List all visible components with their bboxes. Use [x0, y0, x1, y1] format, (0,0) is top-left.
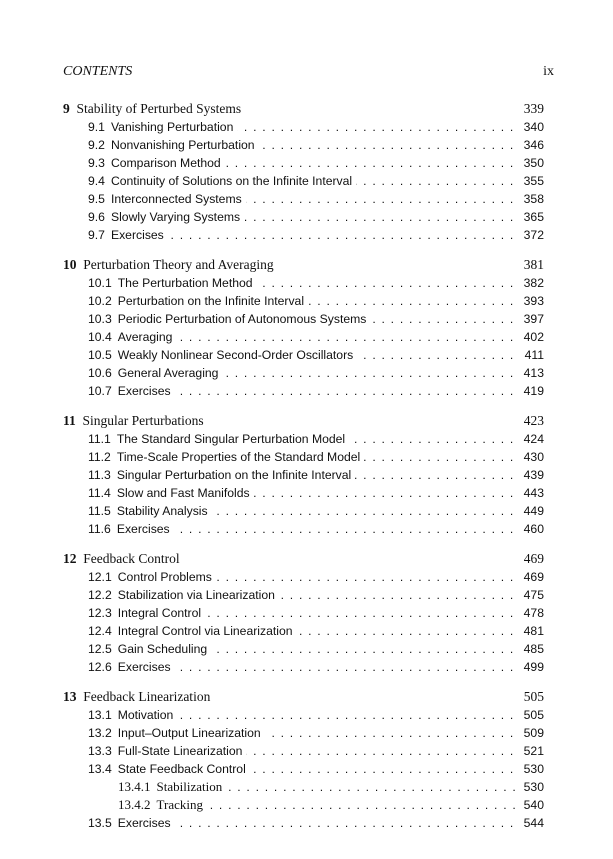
section-page-number: 397	[519, 310, 544, 328]
dot-leader	[88, 136, 544, 154]
section-page-number: 449	[519, 502, 544, 520]
section-page-number: 460	[519, 520, 544, 538]
running-header-page-number: ix	[543, 64, 554, 79]
chapter-entry[interactable]	[63, 412, 544, 430]
chapter-page-number: 381	[523, 257, 544, 272]
dot-leader	[88, 190, 544, 208]
entry-text	[88, 816, 175, 830]
dot-leader	[88, 226, 544, 244]
section-page-number: 402	[519, 328, 544, 346]
chapter-block	[0, 550, 613, 676]
chapter-number: 11	[63, 413, 76, 428]
section-entry[interactable]	[88, 622, 544, 640]
chapter-page-number: 423	[523, 413, 544, 428]
section-number: 9.2	[88, 138, 105, 152]
dot-leader	[88, 118, 544, 136]
section-title: Vanishing Perturbation	[110, 120, 234, 134]
entry-text	[88, 348, 357, 362]
section-page-number: 372	[519, 226, 544, 244]
entry-text	[88, 330, 176, 344]
entry-text	[118, 779, 226, 794]
section-number: 11.3	[88, 468, 111, 482]
section-title: Periodic Perturbation of Autonomous Systems	[117, 312, 367, 326]
section-number: 12.3	[88, 606, 112, 620]
section-number: 11.5	[88, 504, 111, 518]
section-entry[interactable]	[88, 706, 544, 724]
section-page-number: 505	[519, 706, 544, 724]
chapter-entry[interactable]	[63, 550, 544, 568]
section-number: 10.7	[88, 384, 112, 398]
section-entry[interactable]	[88, 136, 544, 154]
section-number: 11.6	[88, 522, 111, 536]
running-header	[63, 63, 554, 81]
entry-text	[88, 384, 175, 398]
chapter-entry[interactable]	[63, 256, 544, 274]
section-title: Input–Output Linearization	[117, 726, 261, 740]
section-number: 10.1	[88, 276, 112, 290]
table-of-contents	[0, 100, 613, 844]
dot-leader	[88, 364, 544, 382]
subsection-title: Tracking	[156, 797, 203, 812]
chapter-page-number: 339	[523, 101, 544, 116]
entry-text	[88, 228, 168, 242]
section-number: 9.3	[88, 156, 105, 170]
dot-leader	[88, 724, 544, 742]
dot-leader	[88, 658, 544, 676]
dot-leader	[88, 346, 544, 364]
section-page-number: 419	[519, 382, 544, 400]
dot-leader	[88, 382, 544, 400]
section-entry[interactable]	[88, 364, 544, 382]
section-title: Integral Control	[117, 606, 202, 620]
entry-text	[88, 522, 174, 536]
dot-leader	[88, 622, 544, 640]
section-title: Control Problems	[117, 570, 212, 584]
dot-leader	[118, 778, 544, 796]
section-entry[interactable]	[88, 658, 544, 676]
subsection-title: Stabilization	[156, 779, 223, 794]
section-number: 11.2	[88, 450, 111, 464]
section-title: Averaging	[117, 330, 173, 344]
entry-text	[88, 468, 355, 482]
entry-text	[88, 294, 308, 308]
section-entry[interactable]	[88, 502, 544, 520]
subsection-entry[interactable]	[118, 778, 544, 796]
section-number: 12.6	[88, 660, 112, 674]
chapter-title: Feedback Linearization	[83, 689, 211, 704]
section-title: Continuity of Solutions on the Infinite Interval	[110, 174, 353, 188]
chapter-number: 9	[63, 101, 70, 116]
entry-text	[88, 210, 244, 224]
dot-leader	[88, 310, 544, 328]
section-page-number: 475	[519, 586, 544, 604]
entry-text	[88, 624, 297, 638]
subsection-number: 13.4.2	[118, 797, 151, 812]
entry-text	[88, 174, 356, 188]
section-title: Exercises	[117, 660, 171, 674]
section-page-number: 521	[519, 742, 544, 760]
dot-leader	[88, 274, 544, 292]
subsection-page-number: 530	[519, 778, 544, 796]
dot-leader	[88, 568, 544, 586]
dot-leader	[88, 154, 544, 172]
entry-text	[88, 642, 211, 656]
section-title: Gain Scheduling	[117, 642, 208, 656]
section-entry[interactable]	[88, 760, 544, 778]
dot-leader	[88, 742, 544, 760]
section-title: Exercises	[110, 228, 164, 242]
dot-leader	[88, 484, 544, 502]
chapter-number: 10	[63, 257, 77, 272]
section-title: Exercises	[117, 816, 171, 830]
chapter-page-number: 469	[523, 551, 544, 566]
section-page-number: 346	[519, 136, 544, 154]
section-page-number: 509	[519, 724, 544, 742]
entry-text	[88, 744, 246, 758]
section-number: 9.1	[88, 120, 105, 134]
section-title: General Averaging	[117, 366, 219, 380]
section-title: State Feedback Control	[117, 762, 246, 776]
entry-text	[118, 797, 207, 812]
dot-leader	[88, 760, 544, 778]
entry-text	[88, 570, 216, 584]
section-title: Singular Perturbation on the Infinite Interval	[116, 468, 352, 482]
section-title: Comparison Method	[110, 156, 221, 170]
section-page-number: 424	[519, 430, 544, 448]
dot-leader	[88, 292, 544, 310]
entry-text	[88, 192, 246, 206]
section-title: Slowly Varying Systems	[110, 210, 241, 224]
section-title: Motivation	[117, 708, 174, 722]
section-title: Interconnected Systems	[110, 192, 242, 206]
entry-text	[88, 606, 205, 620]
subsection-entry[interactable]	[118, 796, 544, 814]
entry-text	[88, 762, 250, 776]
dot-leader	[88, 814, 544, 832]
section-entry[interactable]	[88, 172, 544, 190]
section-page-number: 443	[519, 484, 544, 502]
section-title: Exercises	[117, 384, 171, 398]
section-page-number: 544	[519, 814, 544, 832]
entry-text	[88, 138, 259, 152]
section-entry[interactable]	[88, 154, 544, 172]
section-title: Perturbation on the Infinite Interval	[117, 294, 305, 308]
dot-leader	[88, 208, 544, 226]
section-page-number: 478	[519, 604, 544, 622]
section-page-number: 481	[519, 622, 544, 640]
section-title: Stabilization via Linearization	[117, 588, 275, 602]
section-entry[interactable]	[88, 604, 544, 622]
chapter-number: 12	[63, 551, 77, 566]
section-title: Exercises	[116, 522, 170, 536]
section-number: 12.1	[88, 570, 112, 584]
section-entry[interactable]	[88, 586, 544, 604]
section-page-number: 439	[519, 466, 544, 484]
chapter-entry[interactable]	[63, 688, 544, 706]
section-page-number: 393	[519, 292, 544, 310]
section-entry[interactable]	[88, 484, 544, 502]
section-entry[interactable]	[88, 448, 544, 466]
entry-text	[88, 588, 279, 602]
section-page-number: 430	[519, 448, 544, 466]
section-number: 10.4	[88, 330, 112, 344]
section-number: 13.3	[88, 744, 112, 758]
entry-text	[88, 432, 349, 446]
dot-leader	[88, 448, 544, 466]
chapter-title: Perturbation Theory and Averaging	[83, 257, 274, 272]
section-number: 9.5	[88, 192, 105, 206]
entry-text	[88, 312, 370, 326]
section-title: Nonvanishing Perturbation	[110, 138, 255, 152]
section-entry[interactable]	[88, 466, 544, 484]
section-page-number: 530	[519, 760, 544, 778]
section-title: Weakly Nonlinear Second-Order Oscillators	[117, 348, 354, 362]
chapter-title: Stability of Perturbed Systems	[76, 101, 242, 116]
chapter-block	[0, 688, 613, 832]
section-title: Integral Control via Linearization	[117, 624, 293, 638]
section-page-number: 350	[519, 154, 544, 172]
chapter-block	[0, 256, 613, 400]
chapter-entry[interactable]	[63, 100, 544, 118]
section-title: The Standard Singular Perturbation Model	[116, 432, 346, 446]
section-number: 9.4	[88, 174, 105, 188]
section-entry[interactable]	[88, 724, 544, 742]
section-entry[interactable]	[88, 814, 544, 832]
entry-text	[88, 486, 254, 500]
section-entry[interactable]	[88, 382, 544, 400]
section-page-number: 411	[520, 346, 544, 364]
chapter-block	[0, 100, 613, 244]
section-number: 12.2	[88, 588, 112, 602]
section-entry[interactable]	[88, 742, 544, 760]
section-number: 11.4	[88, 486, 111, 500]
section-entry[interactable]	[88, 310, 544, 328]
dot-leader	[88, 466, 544, 484]
chapter-title: Feedback Control	[83, 551, 180, 566]
section-number: 13.2	[88, 726, 112, 740]
section-number: 9.7	[88, 228, 105, 242]
running-header-title: CONTENTS	[63, 64, 133, 79]
dot-leader	[88, 502, 544, 520]
section-number: 9.6	[88, 210, 105, 224]
section-number: 10.6	[88, 366, 112, 380]
section-number: 13.1	[88, 708, 112, 722]
section-title: Full-State Linearization	[117, 744, 243, 758]
section-page-number: 469	[519, 568, 544, 586]
section-page-number: 485	[519, 640, 544, 658]
subsection-number: 13.4.1	[118, 779, 151, 794]
dot-leader	[88, 640, 544, 658]
section-entry[interactable]	[88, 430, 544, 448]
entry-text	[88, 504, 212, 518]
section-number: 10.3	[88, 312, 112, 326]
section-page-number: 365	[519, 208, 544, 226]
subsection-page-number: 540	[519, 796, 544, 814]
section-entry[interactable]	[88, 226, 544, 244]
chapter-number: 13	[63, 689, 77, 704]
dot-leader	[88, 520, 544, 538]
chapter-page-number: 505	[523, 689, 544, 704]
entry-text	[88, 660, 175, 674]
section-title: Time-Scale Properties of the Standard Model	[116, 450, 361, 464]
section-title: Slow and Fast Manifolds	[116, 486, 250, 500]
section-entry[interactable]	[88, 292, 544, 310]
dot-leader	[118, 796, 544, 814]
dot-leader	[88, 172, 544, 190]
section-title: The Perturbation Method	[117, 276, 253, 290]
dot-leader	[88, 604, 544, 622]
section-entry[interactable]	[88, 274, 544, 292]
section-entry[interactable]	[88, 208, 544, 226]
dot-leader	[88, 706, 544, 724]
section-entry[interactable]	[88, 640, 544, 658]
section-entry[interactable]	[88, 328, 544, 346]
section-entry[interactable]	[88, 190, 544, 208]
section-number: 11.1	[88, 432, 111, 446]
section-page-number: 382	[519, 274, 544, 292]
section-number: 13.4	[88, 762, 112, 776]
section-entry[interactable]	[88, 568, 544, 586]
entry-text	[88, 366, 222, 380]
dot-leader	[88, 430, 544, 448]
dot-leader	[88, 586, 544, 604]
section-page-number: 499	[519, 658, 544, 676]
section-number: 10.2	[88, 294, 112, 308]
section-number: 12.4	[88, 624, 112, 638]
section-page-number: 340	[519, 118, 544, 136]
section-number: 10.5	[88, 348, 112, 362]
section-number: 13.5	[88, 816, 112, 830]
entry-text	[88, 156, 225, 170]
section-entry[interactable]	[88, 520, 544, 538]
dot-leader	[88, 328, 544, 346]
section-entry[interactable]	[88, 346, 544, 364]
entry-text	[88, 708, 177, 722]
chapter-title: Singular Perturbations	[82, 413, 204, 428]
section-entry[interactable]	[88, 118, 544, 136]
entry-text	[88, 276, 257, 290]
entry-text	[88, 120, 237, 134]
section-title: Stability Analysis	[116, 504, 208, 518]
section-page-number: 355	[519, 172, 544, 190]
entry-text	[88, 450, 364, 464]
section-page-number: 358	[519, 190, 544, 208]
section-page-number: 413	[519, 364, 544, 382]
section-number: 12.5	[88, 642, 112, 656]
chapter-block	[0, 412, 613, 538]
entry-text	[88, 726, 265, 740]
